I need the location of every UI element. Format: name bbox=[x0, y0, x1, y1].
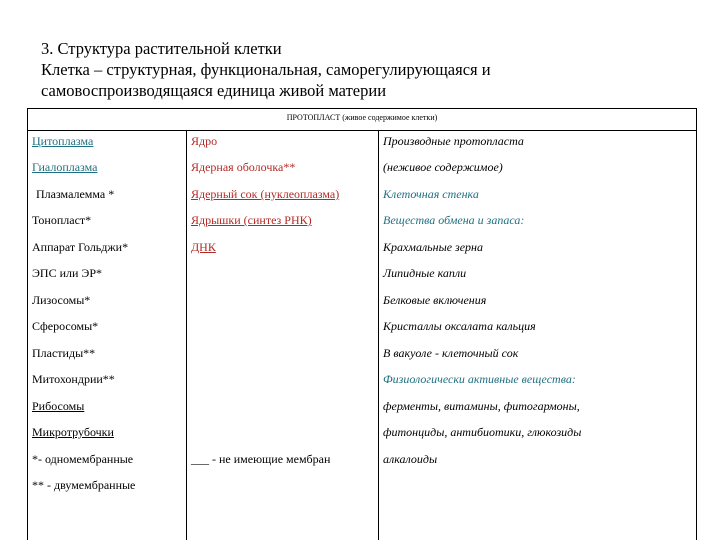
table-caption: ПРОТОПЛАСТ (живое содержимое клетки) bbox=[286, 113, 438, 122]
col1-item-er: ЭПС или ЭР* bbox=[32, 266, 103, 280]
col1-item-hyaloplasm: Гиалоплазма bbox=[32, 160, 98, 174]
col1-item-spherosomes: Сферосомы* bbox=[32, 319, 99, 333]
col1-item-mitochondria: Митохондрии** bbox=[32, 372, 115, 386]
col1-item-cytoplasm: Цитоплазма bbox=[32, 134, 94, 148]
col3-item-storage-substances: Вещества обмена и запаса: bbox=[383, 213, 525, 227]
col3-item-alkaloids: алкалоиды bbox=[383, 452, 438, 466]
col2-item-nuclear-sap: Ядерный сок (нуклеоплазма) bbox=[191, 187, 340, 201]
col1-item-lysosomes: Лизосомы* bbox=[32, 293, 91, 307]
column-divider-1 bbox=[186, 130, 187, 540]
cell-structure-table bbox=[27, 108, 697, 540]
col3-item-active-substances: Физиологически активные вещества: bbox=[383, 372, 576, 386]
col3-header: Производные протопласта bbox=[383, 134, 524, 148]
col1-item-golgi: Аппарат Гольджи* bbox=[32, 240, 129, 254]
col3-item-lipid-drops: Липидные капли bbox=[383, 266, 467, 280]
col2-item-nucleus: Ядро bbox=[191, 134, 218, 148]
col3-subheader: (неживое содержимое) bbox=[383, 160, 503, 174]
col3-item-calcium-oxalate: Кристаллы оксалата кальция bbox=[383, 319, 536, 333]
legend-non-membrane: ___ - не имеющие мембран bbox=[191, 452, 331, 466]
legend-double-membrane: ** - двумембранные bbox=[32, 478, 136, 492]
col3-item-cell-sap: В вакуоле - клеточный сок bbox=[383, 346, 519, 360]
col1-item-tonoplast: Тонопласт* bbox=[32, 213, 92, 227]
col1-item-ribosomes: Рибосомы bbox=[32, 399, 85, 413]
derivatives-column bbox=[383, 130, 695, 540]
heading-line-3: самовоспроизводящаяся единица живой материи bbox=[41, 81, 387, 100]
col3-item-phytoncides: фитонциды, антибиотики, глюкозиды bbox=[383, 425, 582, 439]
col3-item-enzymes: ферменты, витамины, фитогармоны, bbox=[383, 399, 580, 413]
col2-item-nucleoli: Ядрышки (синтез РНК) bbox=[191, 213, 312, 227]
col1-item-plasmalemma: Плазмалемма * bbox=[36, 187, 115, 201]
col2-item-dna: ДНК bbox=[191, 240, 216, 254]
page-heading bbox=[41, 38, 681, 101]
col1-item-plastids: Пластиды** bbox=[32, 346, 96, 360]
heading-line-2: Клетка – структурная, функциональная, саморегулирующаяся и bbox=[41, 60, 491, 79]
col2-item-nuclear-envelope: Ядерная оболочка** bbox=[191, 160, 296, 174]
heading-line-1: 3. Структура растительной клетки bbox=[41, 39, 282, 58]
col3-item-protein-inclusions: Белковые включения bbox=[383, 293, 487, 307]
col3-item-cell-wall: Клеточная стенка bbox=[383, 187, 479, 201]
cytoplasm-column bbox=[32, 130, 184, 540]
col1-item-microtubules: Микротрубочки bbox=[32, 425, 114, 439]
nucleus-column bbox=[191, 130, 379, 540]
col3-item-starch: Крахмальные зерна bbox=[383, 240, 484, 254]
legend-single-membrane: *- одномембранные bbox=[32, 452, 134, 466]
